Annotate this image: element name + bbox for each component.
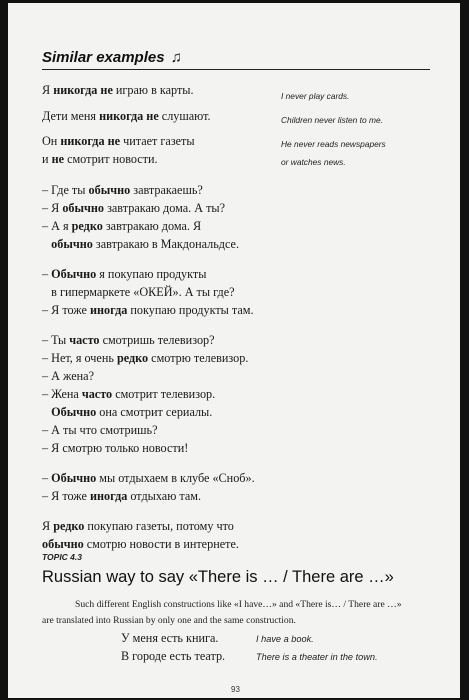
book-page xyxy=(8,3,460,698)
line-text: – Жена xyxy=(42,387,82,401)
line-text: – А жена? xyxy=(42,369,94,383)
line-text: играю в карты. xyxy=(112,83,194,97)
example-line xyxy=(42,517,234,536)
frequency-adverb: редко xyxy=(53,519,85,533)
line-text: – А ты что смотришь? xyxy=(42,423,158,437)
example-line xyxy=(42,421,157,440)
line-text: смотрит новости. xyxy=(64,152,158,166)
frequency-adverb: обычно xyxy=(88,183,131,197)
line-text: – Где ты xyxy=(42,183,89,197)
topic-paragraph-line-1: Such different English constructions like «I have…» and «There is… / There are …» xyxy=(75,599,402,610)
example-line xyxy=(42,301,254,320)
example-russian: В городе есть театр. xyxy=(121,649,226,663)
topic-label: TOPIC 4.3 xyxy=(42,552,82,562)
frequency-adverb: обычно xyxy=(51,237,93,251)
section-heading xyxy=(42,49,182,66)
frequency-adverb: никогда не xyxy=(53,83,113,97)
example-line xyxy=(42,385,215,404)
frequency-adverb: не xyxy=(51,152,65,166)
line-text: в гипермаркете «ОКЕЙ». А ты где? xyxy=(42,285,235,299)
translation-line: He never reads newspapers xyxy=(281,139,386,149)
music-note-icon: ♫ xyxy=(170,49,182,66)
line-text: завтракаю дома. Я xyxy=(102,219,202,233)
section-title: Similar examples xyxy=(42,49,165,66)
translation-line: Children never listen to me. xyxy=(281,115,383,125)
example-line xyxy=(42,439,188,458)
line-text xyxy=(42,405,51,419)
example-russian: У меня есть книга. xyxy=(121,631,219,645)
frequency-adverb: никогда не xyxy=(99,109,159,123)
example-english: There is a theater in the town. xyxy=(256,652,378,662)
example-line xyxy=(42,349,248,368)
page-number: 93 xyxy=(231,685,240,694)
example-line xyxy=(42,181,203,200)
example-line xyxy=(42,469,255,488)
line-text: Я xyxy=(42,83,54,97)
line-text: Я xyxy=(42,519,54,533)
frequency-adverb: Обычно xyxy=(51,267,97,281)
line-text: мы отдыхаем в клубе «Сноб». xyxy=(96,471,255,485)
line-text: слушают. xyxy=(158,109,211,123)
example-english: I have a book. xyxy=(256,634,314,644)
line-text: – Нет, я очень xyxy=(42,351,117,365)
frequency-adverb: Обычно xyxy=(51,471,97,485)
example-line xyxy=(42,217,201,236)
line-text: смотрю телевизор. xyxy=(148,351,249,365)
line-text: – Ты xyxy=(42,333,70,347)
line-text: смотришь телевизор? xyxy=(99,333,215,347)
example-line xyxy=(42,403,212,422)
frequency-adverb: часто xyxy=(81,387,113,401)
line-text: и xyxy=(42,152,52,166)
line-text: – Я xyxy=(42,201,63,215)
line-text: я покупаю продукты xyxy=(96,267,207,281)
line-text xyxy=(42,237,51,251)
line-text: – Я смотрю только новости! xyxy=(42,441,189,455)
example-line xyxy=(42,367,94,386)
line-text: смотрю новости в интернете. xyxy=(83,537,239,551)
example-line xyxy=(42,150,158,169)
frequency-adverb: обычно xyxy=(62,201,105,215)
line-text: завтракаю дома. А ты? xyxy=(104,201,225,215)
example-line xyxy=(42,132,195,151)
line-text: покупаю продукты там. xyxy=(127,303,254,317)
line-text: отдыхаю там. xyxy=(127,489,202,503)
line-text: покупаю газеты, потому что xyxy=(84,519,234,533)
example-line xyxy=(42,107,211,126)
line-text: Он xyxy=(42,134,61,148)
line-text: – xyxy=(42,471,52,485)
line-text: завтракаешь? xyxy=(130,183,203,197)
frequency-adverb: редко xyxy=(116,351,149,365)
line-text: читает газеты xyxy=(120,134,195,148)
translation-line: or watches news. xyxy=(281,157,346,167)
line-text: – Я тоже xyxy=(42,303,90,317)
frequency-adverb: никогда не xyxy=(60,134,121,148)
line-text: она смотрит сериалы. xyxy=(96,405,213,419)
line-text: завтракаю в Макдональдсе. xyxy=(92,237,239,251)
heading-divider xyxy=(42,69,430,70)
line-text: Дети меня xyxy=(42,109,100,123)
example-line xyxy=(42,487,201,506)
frequency-adverb: обычно xyxy=(42,537,84,551)
frequency-adverb: иногда xyxy=(90,303,128,317)
example-line xyxy=(42,331,215,350)
example-line xyxy=(42,235,239,254)
example-line xyxy=(42,283,235,302)
frequency-adverb: Обычно xyxy=(51,405,97,419)
example-line xyxy=(42,199,225,218)
frequency-adverb: редко xyxy=(71,219,103,233)
line-text: – Я тоже xyxy=(42,489,90,503)
line-text: смотрит телевизор. xyxy=(112,387,216,401)
example-line xyxy=(42,265,206,284)
frequency-adverb: иногда xyxy=(90,489,128,503)
line-text: – А я xyxy=(42,219,72,233)
topic-paragraph-line-2: are translated into Russian by only one and the same construction. xyxy=(42,615,296,626)
line-text: – xyxy=(42,267,52,281)
frequency-adverb: часто xyxy=(69,333,100,347)
topic-title: Russian way to say «There is … / There are …» xyxy=(42,568,394,586)
example-line xyxy=(42,81,194,100)
translation-line: I never play cards. xyxy=(281,91,350,101)
